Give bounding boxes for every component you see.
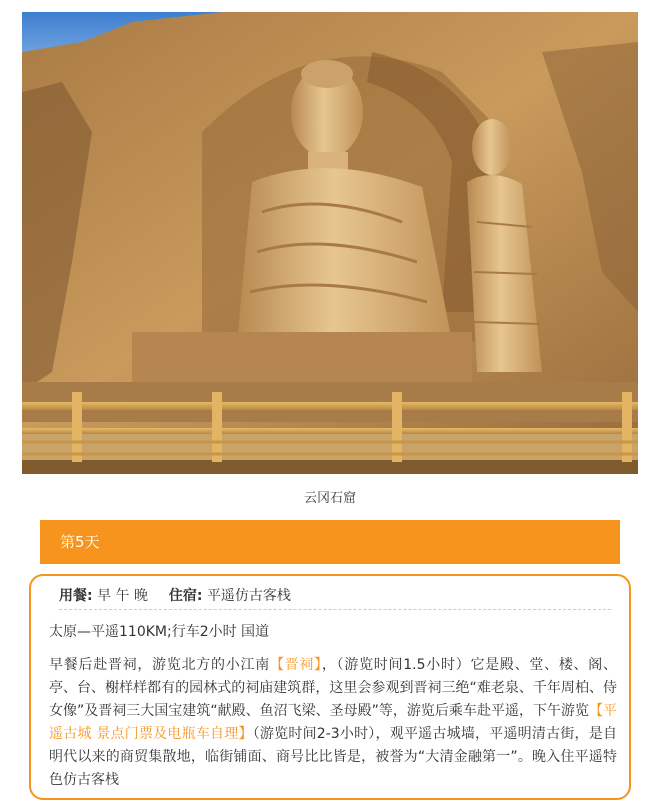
route-info: 太原—平遥110KM;行车2小时 国道 [49,624,270,640]
meals-label: 用餐: [59,588,93,604]
pingyao-highlight: 【平遥古城 景点门票及电瓶车自理】 [49,703,618,742]
lodging-label: 住宿: [168,588,203,604]
itinerary-box [29,574,631,800]
description-text-3: （游览时间2-3小时），观平遥古城墙，平遥明清古街，是自明代以来的商贸集散地，临街铺面、商号比比皆是，被誉为“大清金融第一”。晚入住平遥特色仿古客栈 [49,726,617,788]
cave-buddha-photo [22,12,638,474]
jinci-highlight: 【晋祠】 [269,657,322,673]
description-text-2: ，（游览时间1.5小时）它是殿、堂、楼、阁、亭、台、榭样样都有的园林式的祠庙建筑群，这里会参观到晋祠三绝“难老泉、千年周柏、侍女像”及晋祠三大国宝建筑“献殿、鱼沼飞梁、圣母殿”等，游览后乘车赴平遥，下午游览 [49,657,618,719]
day-banner [40,520,620,564]
lodging-value: 平遥仿古客栈 [206,588,291,604]
meals-lodging-row [59,585,611,610]
day-label: 第5天 [60,533,100,551]
yungang-grottoes-illustration [22,12,638,474]
day-description [49,654,617,792]
description-text-1: 早餐后赴晋祠，游览北方的小江南 [49,657,270,673]
photo-caption: 云冈石窟 [303,491,356,506]
meals-value: 早 午 晚 [97,588,148,604]
